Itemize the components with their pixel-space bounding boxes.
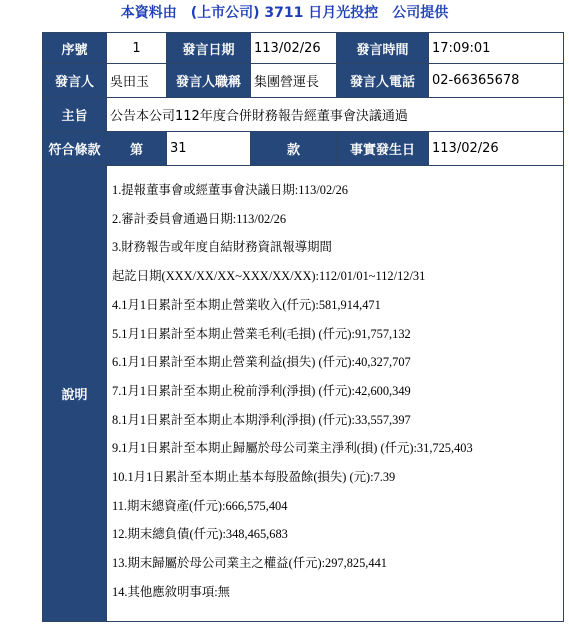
description-line: 9.1月1日累計至本期止歸屬於母公司業主淨利(損) (仟元):31,725,403 [112, 441, 473, 456]
table-row [43, 132, 564, 166]
phone-value: 02-66365678 [429, 64, 564, 98]
speaker-value: 吳田玉 [107, 64, 167, 98]
description-line: 5.1月1日累計至本期止營業毛利(毛損) (仟元):91,757,132 [112, 326, 411, 341]
description-line: 起訖日期(XXX/XX/XX~XXX/XX/XX):112/01/01~112/12/31 [112, 269, 426, 284]
time-label: 發言時間 [337, 33, 429, 64]
time-value: 17:09:01 [429, 33, 564, 64]
fact-date-label: 事實發生日 [337, 132, 429, 166]
fact-date-value: 113/02/26 [429, 132, 564, 166]
description-line: 1.提報董事會或經董事會決議日期:113/02/26 [112, 183, 348, 197]
description-line: 6.1月1日累計至本期止營業利益(損失) (仟元):40,327,707 [112, 355, 411, 370]
description-body [107, 166, 564, 622]
announcement-table [42, 32, 564, 622]
position-value: 集團營運長 [251, 64, 337, 98]
description-line: 10.1月1日累計至本期止基本每股盈餘(損失) (元):7.39 [112, 470, 396, 485]
description-line: 2.審計委員會通過日期:113/02/26 [112, 211, 287, 226]
description-line: 4.1月1日累計至本期止營業收入(仟元):581,914,471 [112, 297, 381, 312]
position-label: 發言人職稱 [167, 64, 251, 98]
date-label: 發言日期 [167, 33, 251, 64]
description-line: 3.財務報告或年度自結財務資訊報導期間 [112, 240, 332, 255]
description-line: 7.1月1日累計至本期止稅前淨利(淨損) (仟元):42,600,349 [112, 383, 411, 398]
page-title: 本資料由 (上市公司) 3711 日月光投控 公司提供 [120, 5, 449, 21]
description-line: 8.1月1日累計至本期止本期淨利(淨損) (仟元):33,557,397 [112, 412, 411, 427]
phone-label: 發言人電話 [337, 64, 429, 98]
table-row [43, 98, 564, 132]
speaker-label: 發言人 [43, 64, 107, 98]
article-label: 第 [107, 132, 167, 166]
description-line: 13.期末歸屬於母公司業主之權益(仟元):297,825,441 [112, 556, 387, 571]
date-value: 113/02/26 [251, 33, 337, 64]
table-row [43, 64, 564, 98]
table-row [43, 33, 564, 64]
paragraph-label: 款 [251, 132, 337, 166]
description-line: 14.其他應敘明事項:無 [112, 584, 231, 599]
description-line: 12.期末總負債(仟元):348,465,683 [112, 527, 288, 542]
clause-label: 符合條款 [43, 132, 107, 166]
subject-value: 公告本公司112年度合併財務報告經董事會決議通過 [107, 98, 564, 132]
description-line: 11.期末總資產(仟元):666,575,404 [112, 498, 288, 513]
subject-label: 主旨 [43, 98, 107, 132]
seq-label: 序號 [43, 33, 107, 64]
article-value: 31 [167, 132, 251, 166]
description-label: 說明 [43, 166, 107, 622]
seq-value: 1 [107, 33, 167, 64]
table-row [43, 166, 564, 622]
